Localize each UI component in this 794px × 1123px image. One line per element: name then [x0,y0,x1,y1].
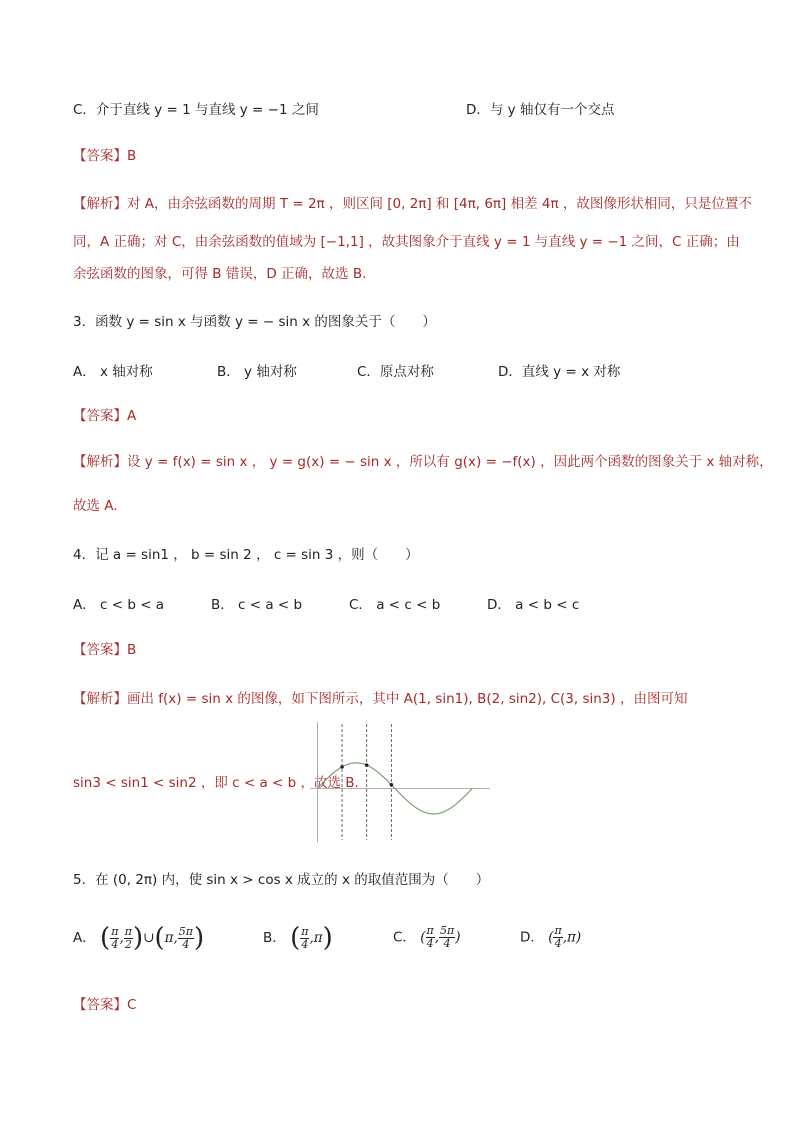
q4-answer: 【答案】B [73,642,137,658]
q5-answer: 【答案】C [73,997,137,1013]
q3-option-a: A． x 轴对称 [73,364,153,380]
q3-analysis-line-2: 故选 A. [73,498,118,514]
q4-option-c: C． a < c < b [349,597,441,613]
q2-option-d: D．与 y 轴仅有一个交点 [466,102,615,118]
q4-option-a: A． c < b < a [73,597,165,613]
q4-option-b: B． c < a < b [211,597,303,613]
q5-option-a-label: A． [73,930,96,946]
q5-option-d-label: D． [520,929,544,946]
q3-option-d: D．直线 y = x 对称 [498,364,621,380]
q2-analysis-line-3: 余弦函数的图象，可得 B 错误，D 正确，故选 B. [73,266,367,282]
q2-option-c: C．介于直线 y = 1 与直线 y = −1 之间 [73,102,319,118]
q3-option-c: C．原点对称 [357,364,434,380]
q4-stem: 4．记 a = sin1 ， b = sin 2 ， c = sin 3 ，则（ ） [73,547,419,563]
q5-option-a: A． ( $\frac{\pi}{4}$ , $\frac{\pi}{2}$ )∪(π, $\frac{5\pi}{4}$ ) [73,923,205,953]
q5-option-c: C． ( $\frac{\pi}{4}$ , $\frac{5\pi}{4}$ ) [393,924,461,950]
data-point [340,765,344,769]
q3-option-b: B． y 轴对称 [217,364,297,380]
q3-answer: 【答案】A [73,408,137,424]
data-point [390,783,394,787]
q2-answer: 【答案】B [73,148,137,164]
q5-option-d: D． ( $\frac{\pi}{4}$ ,π) [520,924,582,950]
q3-stem: 3．函数 y = sin x 与函数 y = − sin x 的图象关于（ ） [73,314,436,330]
q4-analysis-line-1: 【解析】画出 f(x) = sin x 的图像，如下图所示，其中 A(1, sin1), B(2, sin2), C(3, sin3) ，由图可知 [73,691,688,707]
q3-analysis-line-1: 【解析】设 y = f(x) = sin x ， y = g(x) = − sin x ，所以有 g(x) = −f(x) ，因此两个函数的图象关于 x 轴对称， [73,454,773,470]
q5-option-b-label: B． [263,930,286,946]
q5-stem: 5．在 (0, 2π) 内，使 sin x > cos x 成立的 x 的取值范围为（ ） [73,872,490,888]
q2-analysis-line-2: 同，A 正确；对 C，由余弦函数的值域为 [−1,1] ，故其图象介于直线 y = 1 与直线 y = −1 之间，C 正确；由 [73,234,740,250]
sine-graph [310,722,490,842]
q2-analysis-line-1: 【解析】对 A，由余弦函数的周期 T = 2π ，则区间 [0, 2π] 和 [4π, 6π] 相差 4π ，故图像形状相同，只是位置不 [73,196,752,212]
q5-option-c-label: C． [393,929,416,946]
q4-option-d: D． a < b < c [487,597,580,613]
data-point [365,763,369,767]
q5-option-b: B． ( $\frac{\pi}{4}$ ,π) [263,923,333,953]
q4-analysis-line-2: sin3 < sin1 < sin2 ，即 c < a < b ，故选 B. [73,775,359,791]
